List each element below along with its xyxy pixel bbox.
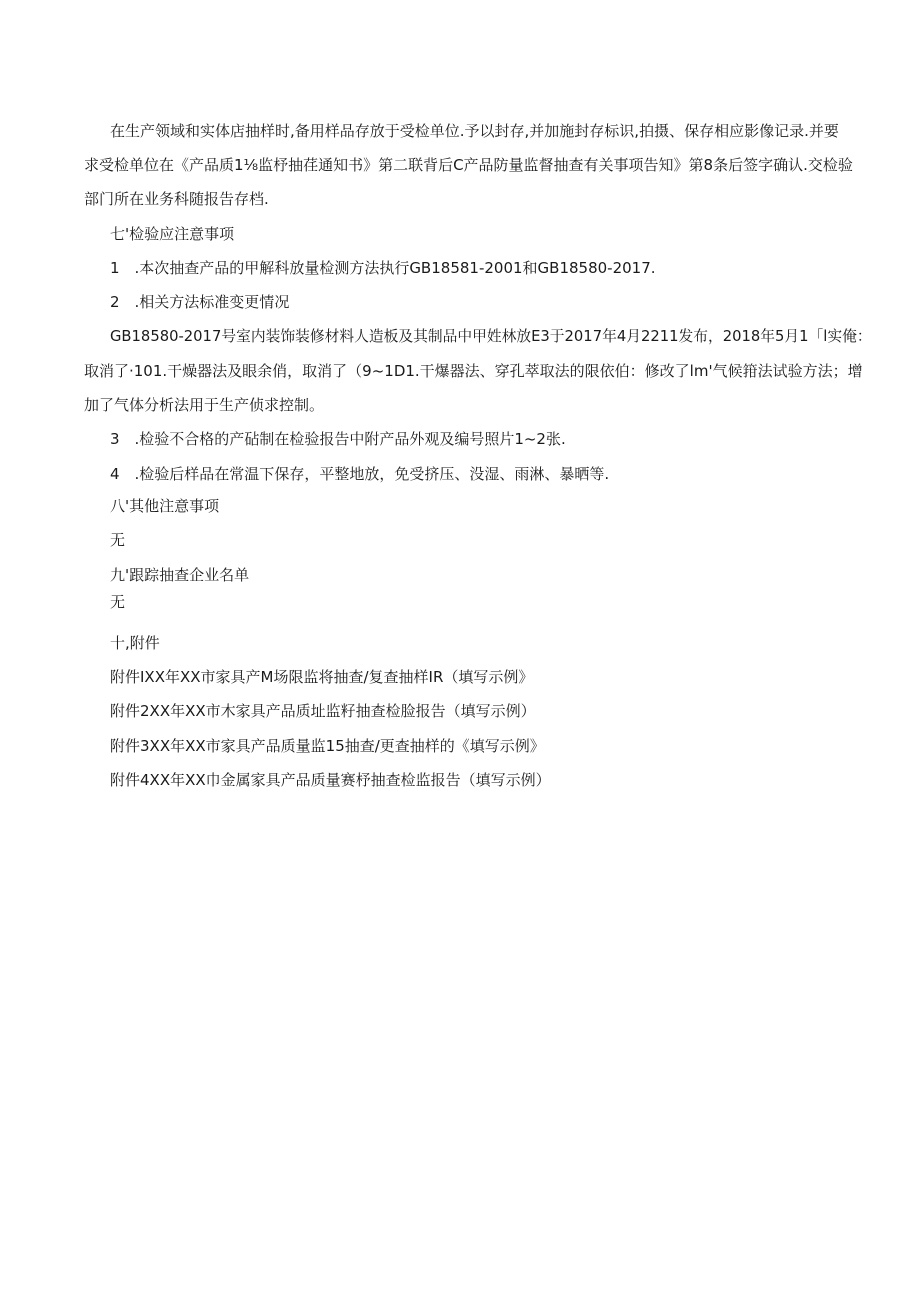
item2: 2 .相关方法标准变更情况 <box>110 293 290 311</box>
section9-heading: 九'跟踪抽查企业名单 <box>110 566 250 584</box>
item4: 4 .检验后样品在常温下保存，平整地放，免受挤压、没湿、雨淋、暴晒等. <box>110 465 610 483</box>
para2-line2: 取消了·101.干燥器法及眼余俏，取消了（9~1D1.干爆器法、穿孔萃取法的限依伯：修改了lm'气候箝法试验方法；增 <box>84 362 863 380</box>
para2-line3: 加了气体分析法用于生产侦求控制。 <box>84 396 325 414</box>
attachment-2: 附件2XX年XX市木家具产品质址监籽抽查检脸报告（填写示例） <box>110 702 536 720</box>
attachment-3: 附件3XX年XX市家具产品质量监15抽查/更查抽样的《填写示例》 <box>110 737 545 755</box>
attachment-1: 附件IXX年XX市家具产M场限监将抽查/复查抽样IR（填写示例》 <box>110 668 534 686</box>
section8-body: 无 <box>110 531 126 549</box>
section7-heading: 七'检验应注意事项 <box>110 225 235 243</box>
para1-line2: 求受检单位在《产品质1⅛监杼抽荏通知书》第二联背后C产品防量监督抽查有关事项告知》第8条后签字确认.交检验 <box>84 156 853 174</box>
item3: 3 .检验不合格的产砧制在检验报告中附产品外观及编号照片1~2张. <box>110 430 566 448</box>
para1-line1: 在生产领域和实体店抽样时,备用样品存放于受检单位.予以封存,并加施封存标识,拍摄、保存相应影像记录.并要 <box>110 122 839 140</box>
section8-heading: 八'其他注意事项 <box>110 497 220 515</box>
item1: 1 .本次抽查产品的甲解科放量检测方法执行GB18581-2001和GB18580-2017. <box>110 259 656 277</box>
attachment-4: 附件4XX年XX巾金属家具产品质量赛杼抽查检监报告（填写示例） <box>110 771 551 789</box>
para2-line1: GB18580-2017号室内装饰装修材料人造板及其制品中甲姓林放E3于2017年4月2211发布，2018年5月1「l实俺： <box>110 328 872 345</box>
section10-heading: 十,附件 <box>110 634 160 652</box>
para1-line3: 部门所在业务科随报告存档. <box>84 190 269 208</box>
section9-body: 无 <box>110 593 126 611</box>
